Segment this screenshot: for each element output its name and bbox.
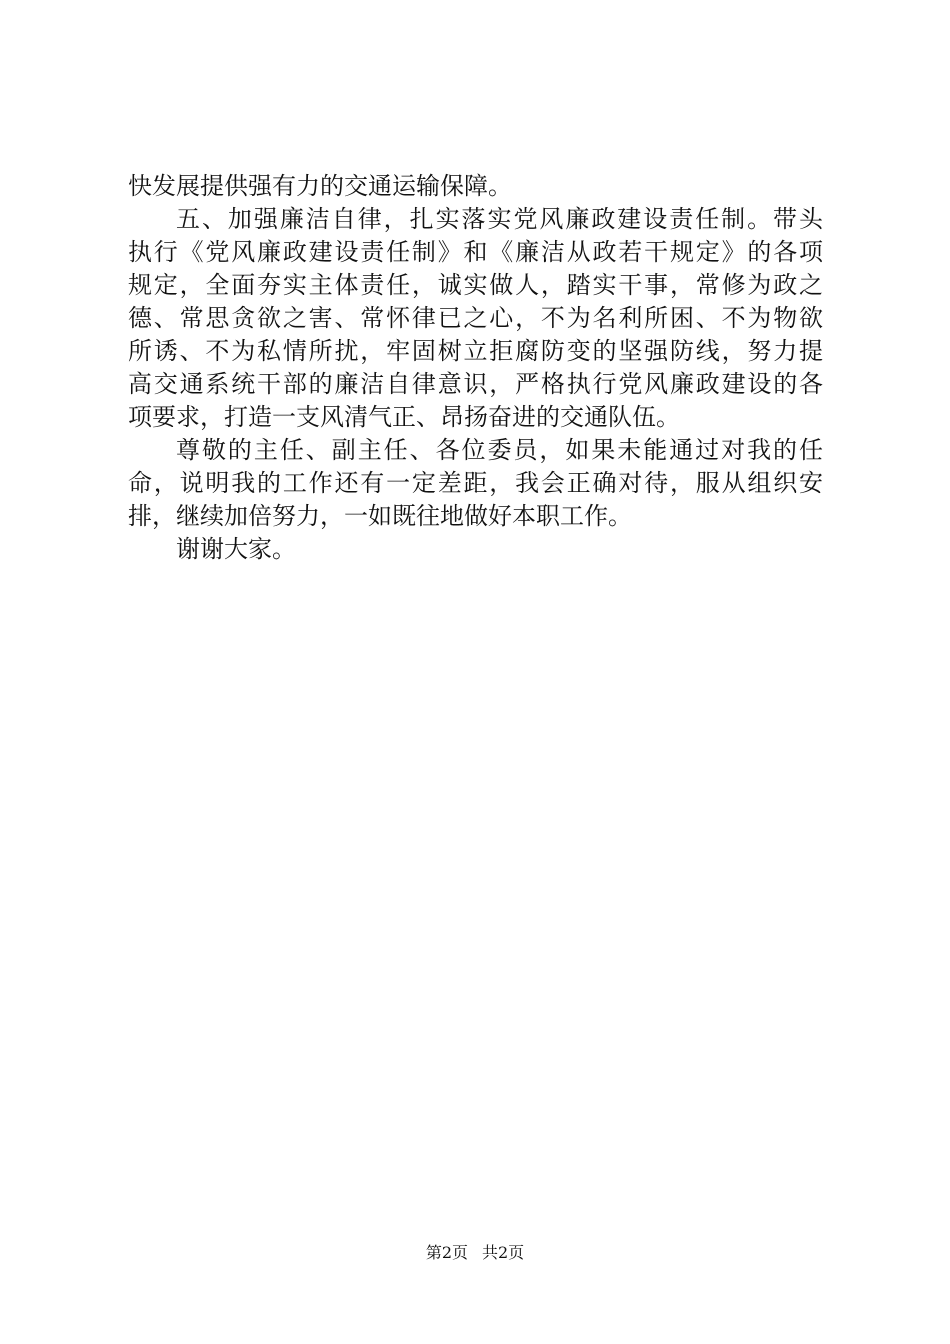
paragraph-5-line: 高交通系统干部的廉洁自律意识，严格执行党风廉政建设的各 <box>128 370 823 398</box>
paragraph-5-line: 德、常思贪欲之害、常怀律已之心，不为名利所困、不为物欲 <box>128 304 823 332</box>
closing-paragraph-line: 命，说明我的工作还有一定差距，我会正确对待，服从组织安 <box>128 469 823 497</box>
paragraph-5-line: 项要求，打造一支风清气正、昂扬奋进的交通队伍。 <box>128 403 680 431</box>
paragraph-5-line: 规定，全面夯实主体责任，诚实做人，踏实干事，常修为政之 <box>128 271 823 299</box>
paragraph-5-line: 所诱、不为私情所扰，牢固树立拒腐防变的坚强防线，努力提 <box>128 337 823 365</box>
paragraph-5-line: 五、加强廉洁自律，扎实落实党风廉政建设责任制。带头 <box>176 205 823 233</box>
page-total: 共2页 <box>482 1243 525 1262</box>
page-footer <box>0 1241 950 1265</box>
closing-paragraph-line: 排，继续加倍努力，一如既往地做好本职工作。 <box>128 502 632 530</box>
document-body <box>128 170 823 566</box>
text-line: 快发展提供强有力的交通运输保障。 <box>128 172 512 200</box>
thanks-line: 谢谢大家。 <box>176 535 296 563</box>
closing-paragraph-line: 尊敬的主任、副主任、各位委员，如果未能通过对我的任 <box>176 436 823 464</box>
page-number: 第2页 <box>425 1243 468 1262</box>
paragraph-5-line: 执行《党风廉政建设责任制》和《廉洁从政若干规定》的各项 <box>128 238 823 266</box>
